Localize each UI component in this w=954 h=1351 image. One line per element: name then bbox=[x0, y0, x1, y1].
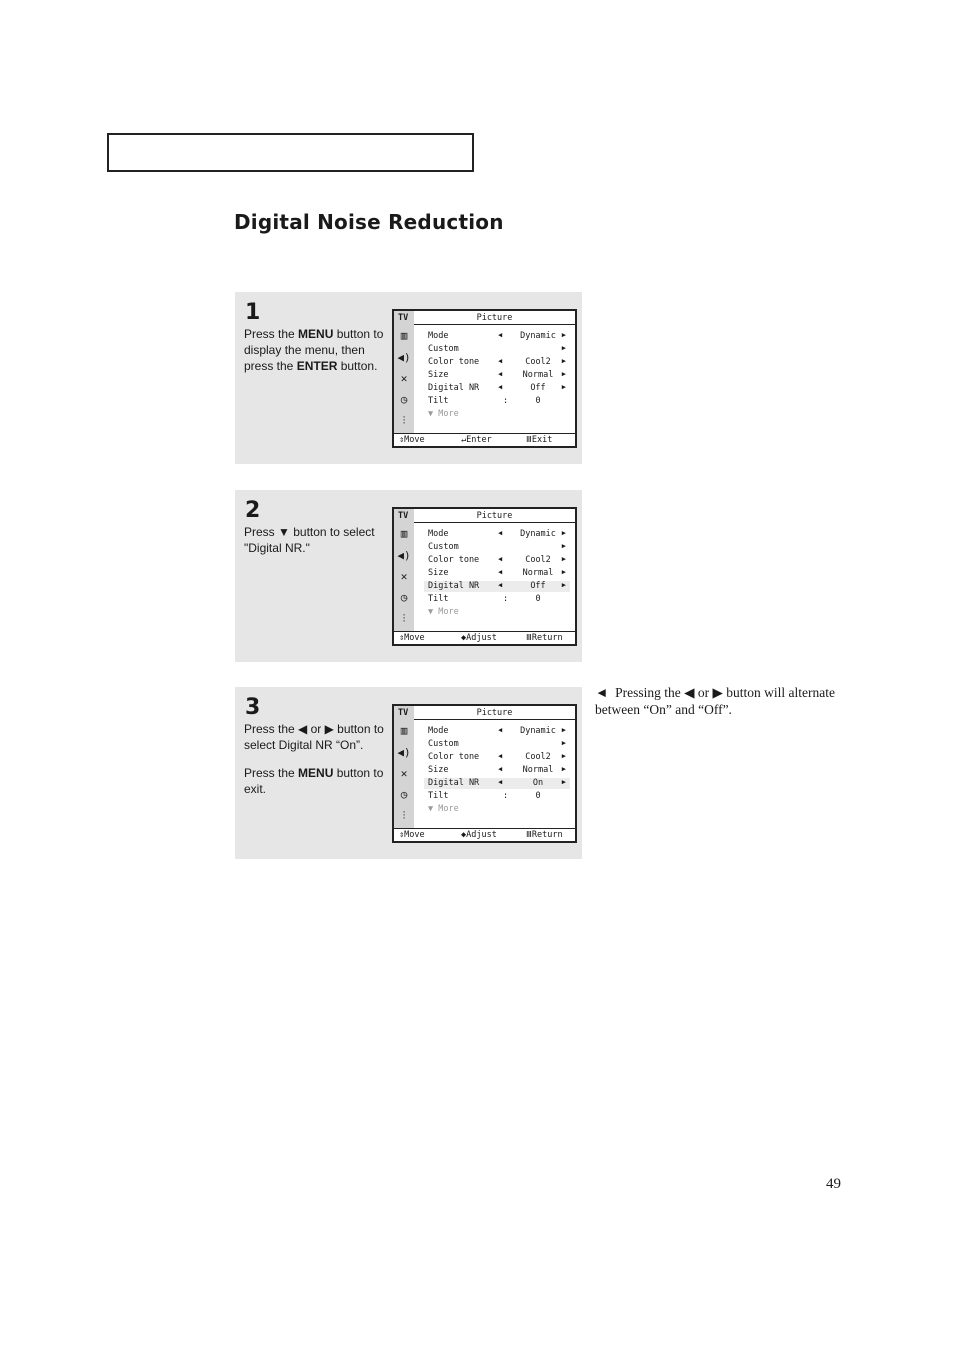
left-arrow-icon: ◀ bbox=[498, 752, 503, 760]
left-arrow-icon: ◀ bbox=[498, 331, 503, 339]
osd-row-value: Normal bbox=[522, 370, 554, 380]
osd-menu-row bbox=[428, 739, 570, 750]
step-instructions bbox=[244, 326, 384, 374]
right-arrow-icon: ▶ bbox=[561, 726, 566, 734]
osd-menu-row bbox=[428, 542, 570, 553]
osd-row-value: On bbox=[532, 778, 544, 788]
osd-row-value: Cool2 bbox=[525, 555, 551, 565]
step-number: 1 bbox=[245, 300, 261, 325]
osd-footer-right: ⅢReturn bbox=[526, 633, 563, 643]
osd-footer-move: ⇕Move bbox=[399, 633, 425, 643]
button-name: MENU bbox=[298, 766, 334, 780]
osd-row-value: Dynamic bbox=[520, 726, 556, 736]
step-instructions bbox=[244, 721, 384, 797]
osd-footer-right: ⅢReturn bbox=[526, 830, 563, 840]
osd-row-value: Off bbox=[530, 581, 546, 591]
left-arrow-icon: ◀ bbox=[498, 357, 503, 365]
left-arrow-icon: ◀ bbox=[498, 370, 503, 378]
osd-menu-row bbox=[428, 555, 570, 566]
instruction-paragraph bbox=[244, 765, 384, 797]
sound-icon: ◀) bbox=[397, 549, 411, 562]
left-arrow-icon: ◀ bbox=[498, 581, 503, 589]
channel-icon: ✕ bbox=[400, 372, 408, 385]
right-arrow-icon: ▶ bbox=[561, 765, 566, 773]
osd-menu-row bbox=[428, 344, 570, 355]
osd-row-label: Digital NR bbox=[428, 581, 480, 591]
osd-row-label: Digital NR bbox=[428, 778, 480, 788]
page-title: Digital Noise Reduction bbox=[234, 210, 504, 234]
osd-row-label: Digital NR bbox=[428, 383, 480, 393]
osd-row-label: Tilt bbox=[428, 594, 449, 604]
osd-menu-row bbox=[428, 529, 570, 540]
step-3-panel bbox=[235, 687, 582, 859]
left-arrow-icon: ◀ bbox=[498, 726, 503, 734]
right-arrow-icon: ▶ bbox=[561, 581, 566, 589]
instruction-text: button to display the menu, then press the bbox=[244, 327, 384, 373]
osd-row-value: 0 bbox=[535, 396, 541, 406]
osd-row-label: Size bbox=[428, 370, 449, 380]
osd-divider bbox=[414, 522, 575, 523]
left-arrow-icon: ◀ bbox=[498, 383, 503, 391]
right-arrow-icon: ▶ bbox=[561, 542, 566, 550]
input-equalizer-icon: ⫶ bbox=[402, 414, 406, 427]
osd-menu-row bbox=[428, 726, 570, 737]
tv-osd-menu bbox=[392, 309, 577, 448]
right-arrow-icon: ▶ bbox=[561, 739, 566, 747]
osd-row-label: Tilt bbox=[428, 791, 449, 801]
osd-row-label: Color tone bbox=[428, 555, 480, 565]
instruction-text: Press the bbox=[244, 766, 299, 780]
setup-clock-icon: ◷ bbox=[400, 591, 408, 604]
osd-menu-row bbox=[428, 357, 570, 368]
osd-row-value: Normal bbox=[522, 765, 554, 775]
osd-source-label: TV bbox=[398, 313, 409, 323]
right-arrow-icon: ▶ bbox=[561, 529, 566, 537]
right-arrow-icon: ▶ bbox=[561, 555, 566, 563]
left-arrow-icon: ◀ bbox=[498, 568, 503, 576]
osd-menu-row bbox=[424, 581, 570, 592]
osd-menu-title: Picture bbox=[476, 313, 513, 323]
osd-footer-center: ↵Enter bbox=[461, 435, 492, 445]
osd-footer bbox=[394, 433, 575, 446]
step-2-panel bbox=[235, 490, 582, 662]
picture-icon: ▥ bbox=[400, 527, 408, 540]
sound-icon: ◀) bbox=[397, 746, 411, 759]
instruction-text: button to exit. bbox=[244, 766, 384, 796]
osd-menu-row bbox=[428, 765, 570, 776]
osd-menu-row bbox=[428, 331, 570, 342]
page-number: 49 bbox=[826, 1176, 841, 1192]
osd-more-indicator: ▼ More bbox=[428, 409, 459, 419]
osd-menu-row bbox=[428, 396, 570, 407]
right-arrow-icon: ▶ bbox=[561, 370, 566, 378]
section-header-box bbox=[107, 133, 474, 172]
osd-footer-right: ⅢExit bbox=[526, 435, 553, 445]
right-arrow-icon: ▶ bbox=[561, 344, 566, 352]
osd-row-label: Size bbox=[428, 765, 449, 775]
button-name: MENU bbox=[298, 327, 334, 341]
sound-icon: ◀) bbox=[397, 351, 411, 364]
right-arrow-icon: ▶ bbox=[561, 778, 566, 786]
picture-icon: ▥ bbox=[400, 724, 408, 737]
osd-source-label: TV bbox=[398, 511, 409, 521]
osd-row-value: 0 bbox=[535, 594, 541, 604]
step-1-panel bbox=[235, 292, 582, 464]
button-name: ENTER bbox=[296, 359, 338, 373]
channel-icon: ✕ bbox=[400, 767, 408, 780]
right-arrow-icon: ▶ bbox=[561, 331, 566, 339]
osd-menu-row bbox=[428, 370, 570, 381]
osd-divider bbox=[414, 324, 575, 325]
osd-row-label: Custom bbox=[428, 542, 459, 552]
left-arrow-icon: ◀ bbox=[498, 555, 503, 563]
osd-colon: : bbox=[503, 791, 509, 801]
osd-more-indicator: ▼ More bbox=[428, 804, 459, 814]
osd-row-value: Off bbox=[530, 383, 546, 393]
instruction-text: Press ▼ button to select "Digital NR." bbox=[244, 525, 375, 555]
setup-clock-icon: ◷ bbox=[400, 393, 408, 406]
osd-source-label: TV bbox=[398, 708, 409, 718]
osd-menu-row bbox=[428, 791, 570, 802]
osd-row-label: Mode bbox=[428, 529, 449, 539]
note-text: Pressing the ◀ or ▶ button will alternate between “On” and “Off”. bbox=[595, 685, 835, 717]
osd-row-label: Color tone bbox=[428, 357, 480, 367]
input-equalizer-icon: ⫶ bbox=[402, 612, 406, 625]
osd-menu-row bbox=[428, 594, 570, 605]
osd-more-indicator: ▼ More bbox=[428, 607, 459, 617]
osd-row-label: Mode bbox=[428, 726, 449, 736]
osd-row-value: 0 bbox=[535, 791, 541, 801]
step-number: 3 bbox=[245, 695, 261, 720]
osd-menu-title: Picture bbox=[476, 511, 513, 521]
osd-row-value: Cool2 bbox=[525, 357, 551, 367]
osd-colon: : bbox=[503, 594, 509, 604]
osd-footer-move: ⇕Move bbox=[399, 435, 425, 445]
setup-clock-icon: ◷ bbox=[400, 788, 408, 801]
osd-row-label: Tilt bbox=[428, 396, 449, 406]
osd-menu-row bbox=[424, 778, 570, 789]
spacer bbox=[244, 753, 384, 765]
instruction-text: Press the ◀ or ▶ button to select Digital NR “On”. bbox=[244, 722, 384, 752]
osd-footer-move: ⇕Move bbox=[399, 830, 425, 840]
left-arrow-icon: ◀ bbox=[498, 778, 503, 786]
channel-icon: ✕ bbox=[400, 570, 408, 583]
osd-footer bbox=[394, 828, 575, 841]
osd-footer-center: ◆Adjust bbox=[461, 633, 497, 643]
osd-menu-title: Picture bbox=[476, 708, 513, 718]
osd-row-label: Mode bbox=[428, 331, 449, 341]
osd-footer bbox=[394, 631, 575, 644]
step-number: 2 bbox=[245, 498, 261, 523]
instruction-text: Press the bbox=[244, 327, 299, 341]
osd-divider bbox=[414, 719, 575, 720]
osd-row-value: Normal bbox=[522, 568, 554, 578]
picture-icon: ▥ bbox=[400, 329, 408, 342]
osd-row-label: Custom bbox=[428, 344, 459, 354]
osd-row-label: Color tone bbox=[428, 752, 480, 762]
input-equalizer-icon: ⫶ bbox=[402, 809, 406, 822]
left-arrow-icon: ◀ bbox=[498, 529, 503, 537]
osd-row-value: Cool2 bbox=[525, 752, 551, 762]
osd-row-value: Dynamic bbox=[520, 529, 556, 539]
note-marker-icon: ◄ bbox=[595, 685, 609, 700]
right-arrow-icon: ▶ bbox=[561, 568, 566, 576]
osd-row-label: Size bbox=[428, 568, 449, 578]
osd-menu-row bbox=[428, 752, 570, 763]
tv-osd-menu bbox=[392, 704, 577, 843]
side-note bbox=[595, 684, 835, 718]
right-arrow-icon: ▶ bbox=[561, 357, 566, 365]
osd-row-value: Dynamic bbox=[520, 331, 556, 341]
osd-row-label: Custom bbox=[428, 739, 459, 749]
osd-footer-center: ◆Adjust bbox=[461, 830, 497, 840]
instruction-text: button. bbox=[337, 359, 378, 373]
step-instructions bbox=[244, 524, 384, 556]
osd-menu-row bbox=[428, 383, 570, 394]
right-arrow-icon: ▶ bbox=[561, 752, 566, 760]
osd-colon: : bbox=[503, 396, 509, 406]
osd-menu-row bbox=[428, 568, 570, 579]
left-arrow-icon: ◀ bbox=[498, 765, 503, 773]
right-arrow-icon: ▶ bbox=[561, 383, 566, 391]
tv-osd-menu bbox=[392, 507, 577, 646]
